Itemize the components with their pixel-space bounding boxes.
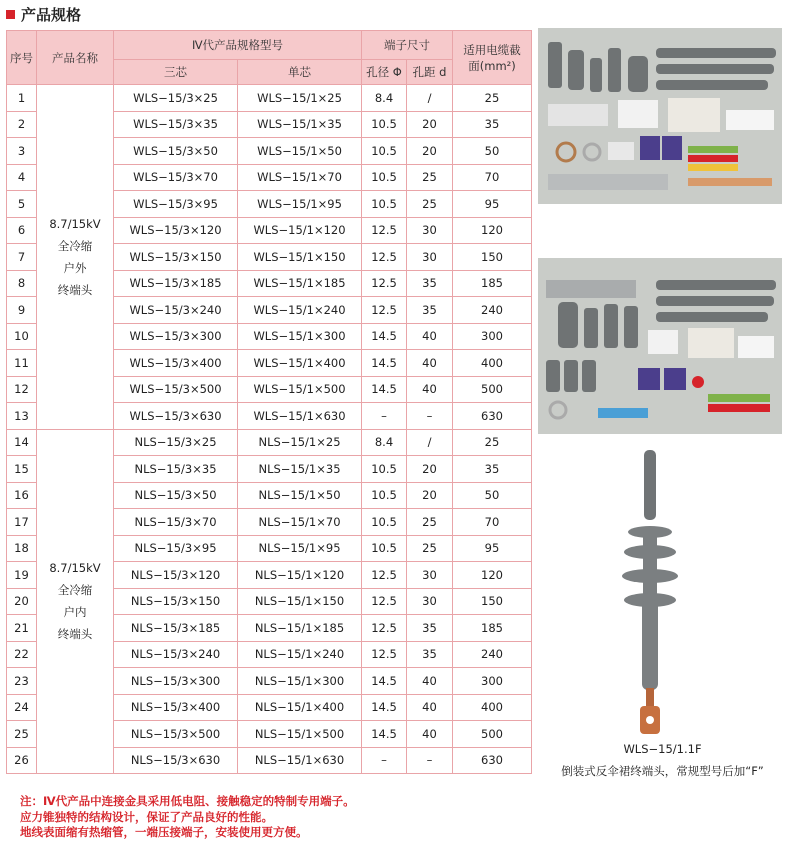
hole-pitch: 40 (407, 376, 453, 403)
three-core-model: NLS−15/3×150 (114, 588, 238, 615)
hole-pitch: 35 (407, 641, 453, 668)
single-core-model: WLS−15/1×240 (238, 297, 362, 324)
hole-diameter: 10.5 (362, 535, 407, 562)
single-core-model: NLS−15/1×70 (238, 509, 362, 536)
cable-section: 70 (453, 164, 532, 191)
hole-diameter: 14.5 (362, 694, 407, 721)
product-name-line: 8.7/15kV (49, 561, 101, 576)
hole-diameter: 10.5 (362, 111, 407, 138)
hole-diameter: – (362, 403, 407, 430)
row-index: 23 (7, 668, 37, 695)
product-name-line: 终端头 (57, 627, 93, 642)
product-name-line: 全冷缩 (57, 583, 93, 598)
row-index: 22 (7, 641, 37, 668)
hole-pitch: 40 (407, 694, 453, 721)
cable-section: 300 (453, 323, 532, 350)
hole-diameter: 10.5 (362, 138, 407, 165)
hole-pitch: 25 (407, 535, 453, 562)
three-core-model: NLS−15/3×185 (114, 615, 238, 642)
hole-pitch: 40 (407, 721, 453, 748)
three-core-model: WLS−15/3×240 (114, 297, 238, 324)
three-core-model: NLS−15/3×400 (114, 694, 238, 721)
single-core-model: NLS−15/1×240 (238, 641, 362, 668)
hole-pitch: – (407, 403, 453, 430)
row-index: 11 (7, 350, 37, 377)
cable-section: 35 (453, 456, 532, 483)
cable-section: 150 (453, 244, 532, 271)
single-core-model: NLS−15/1×300 (238, 668, 362, 695)
single-core-model: NLS−15/1×500 (238, 721, 362, 748)
row-index: 2 (7, 111, 37, 138)
terminal-product-image (610, 450, 690, 740)
row-index: 17 (7, 509, 37, 536)
cable-section: 500 (453, 721, 532, 748)
hole-diameter: 12.5 (362, 217, 407, 244)
cable-section: 185 (453, 615, 532, 642)
row-index: 21 (7, 615, 37, 642)
three-core-model: NLS−15/3×25 (114, 429, 238, 456)
hole-pitch: 30 (407, 217, 453, 244)
cable-section: 120 (453, 217, 532, 244)
three-core-model: NLS−15/3×500 (114, 721, 238, 748)
single-core-model: NLS−15/1×150 (238, 588, 362, 615)
single-core-model: NLS−15/1×25 (238, 429, 362, 456)
three-core-model: NLS−15/3×630 (114, 747, 238, 774)
row-index: 5 (7, 191, 37, 218)
note-line: 地线表面缩有热缩管，一端压接端子，安装使用更方便。 (20, 825, 308, 839)
header-name: 产品名称 (37, 31, 114, 85)
hole-pitch: – (407, 747, 453, 774)
hole-diameter: 14.5 (362, 350, 407, 377)
cable-section: 25 (453, 429, 532, 456)
single-core-model: NLS−15/1×50 (238, 482, 362, 509)
product-name-cell (37, 429, 114, 774)
hole-pitch: 20 (407, 111, 453, 138)
cable-section: 95 (453, 191, 532, 218)
row-index: 19 (7, 562, 37, 589)
hole-diameter: 12.5 (362, 297, 407, 324)
three-core-model: WLS−15/3×400 (114, 350, 238, 377)
three-core-model: WLS−15/3×70 (114, 164, 238, 191)
hole-diameter: 10.5 (362, 482, 407, 509)
product-kit-photo-outdoor (538, 28, 782, 204)
hole-pitch: / (407, 85, 453, 112)
cable-section: 25 (453, 85, 532, 112)
hole-diameter: 14.5 (362, 668, 407, 695)
hole-diameter: 12.5 (362, 244, 407, 271)
single-core-model: WLS−15/1×185 (238, 270, 362, 297)
three-core-model: WLS−15/3×25 (114, 85, 238, 112)
table-row (7, 85, 532, 112)
single-core-model: NLS−15/1×120 (238, 562, 362, 589)
row-index: 18 (7, 535, 37, 562)
row-index: 20 (7, 588, 37, 615)
row-index: 25 (7, 721, 37, 748)
row-index: 8 (7, 270, 37, 297)
row-index: 10 (7, 323, 37, 350)
single-core-model: WLS−15/1×630 (238, 403, 362, 430)
single-core-model: WLS−15/1×25 (238, 85, 362, 112)
single-core-model: WLS−15/1×35 (238, 111, 362, 138)
hole-diameter: 14.5 (362, 323, 407, 350)
hole-pitch: / (407, 429, 453, 456)
title-marker-icon (6, 10, 15, 19)
hole-pitch: 30 (407, 244, 453, 271)
single-core-model: WLS−15/1×50 (238, 138, 362, 165)
product-name-line: 8.7/15kV (49, 216, 101, 231)
cable-section: 50 (453, 482, 532, 509)
product-name-line: 终端头 (57, 282, 93, 297)
row-index: 1 (7, 85, 37, 112)
three-core-model: NLS−15/3×95 (114, 535, 238, 562)
row-index: 9 (7, 297, 37, 324)
hole-diameter: 10.5 (362, 456, 407, 483)
single-core-model: NLS−15/1×35 (238, 456, 362, 483)
cable-section: 95 (453, 535, 532, 562)
header-three-core: 三芯 (114, 60, 238, 85)
single-core-model: NLS−15/1×185 (238, 615, 362, 642)
section-title-text: 产品规格 (21, 5, 82, 24)
three-core-model: WLS−15/3×300 (114, 323, 238, 350)
row-index: 14 (7, 429, 37, 456)
hole-diameter: 10.5 (362, 509, 407, 536)
cable-section: 150 (453, 588, 532, 615)
hole-pitch: 30 (407, 588, 453, 615)
cable-section: 400 (453, 350, 532, 377)
hole-diameter: 12.5 (362, 641, 407, 668)
cable-section: 630 (453, 403, 532, 430)
cable-section: 630 (453, 747, 532, 774)
header-hole-dia: 孔径 Φ (362, 60, 407, 85)
notes-block (20, 794, 355, 841)
three-core-model: WLS−15/3×630 (114, 403, 238, 430)
header-single-core: 单芯 (238, 60, 362, 85)
three-core-model: WLS−15/3×150 (114, 244, 238, 271)
hole-diameter: 8.4 (362, 85, 407, 112)
cable-section: 400 (453, 694, 532, 721)
row-index: 15 (7, 456, 37, 483)
cable-section: 185 (453, 270, 532, 297)
row-index: 13 (7, 403, 37, 430)
product-name-line: 户外 (63, 260, 87, 275)
hole-diameter: 14.5 (362, 376, 407, 403)
header-cable-section: 适用电缆截面(mm²) (453, 31, 532, 85)
three-core-model: NLS−15/3×50 (114, 482, 238, 509)
row-index: 3 (7, 138, 37, 165)
hole-diameter: 10.5 (362, 191, 407, 218)
hole-pitch: 35 (407, 270, 453, 297)
three-core-model: NLS−15/3×35 (114, 456, 238, 483)
spec-table (6, 30, 532, 774)
product-kit-photo-indoor (538, 258, 782, 434)
hole-pitch: 25 (407, 191, 453, 218)
cable-section: 300 (453, 668, 532, 695)
product-name-line: 全冷缩 (57, 238, 93, 253)
hole-pitch: 40 (407, 350, 453, 377)
cable-section: 240 (453, 641, 532, 668)
row-index: 16 (7, 482, 37, 509)
cable-section: 50 (453, 138, 532, 165)
hole-pitch: 35 (407, 297, 453, 324)
three-core-model: NLS−15/3×300 (114, 668, 238, 695)
row-index: 12 (7, 376, 37, 403)
three-core-model: WLS−15/3×95 (114, 191, 238, 218)
hole-pitch: 20 (407, 138, 453, 165)
hole-diameter: 8.4 (362, 429, 407, 456)
hole-pitch: 30 (407, 562, 453, 589)
hole-pitch: 35 (407, 615, 453, 642)
hole-pitch: 40 (407, 668, 453, 695)
three-core-model: NLS−15/3×70 (114, 509, 238, 536)
hole-pitch: 20 (407, 456, 453, 483)
three-core-model: NLS−15/3×120 (114, 562, 238, 589)
single-core-model: NLS−15/1×400 (238, 694, 362, 721)
product-name-cell (37, 85, 114, 430)
hole-pitch: 40 (407, 323, 453, 350)
hole-diameter: – (362, 747, 407, 774)
row-index: 6 (7, 217, 37, 244)
section-title (6, 4, 81, 24)
figure-caption-model: WLS−15/1.1F (623, 742, 702, 756)
header-index: 序号 (7, 31, 37, 85)
hole-diameter: 10.5 (362, 164, 407, 191)
single-core-model: WLS−15/1×500 (238, 376, 362, 403)
table-row (7, 429, 532, 456)
header-hole-pitch: 孔距 d (407, 60, 453, 85)
single-core-model: WLS−15/1×70 (238, 164, 362, 191)
cable-section: 35 (453, 111, 532, 138)
single-core-model: WLS−15/1×150 (238, 244, 362, 271)
row-index: 7 (7, 244, 37, 271)
product-name-line: 户内 (63, 605, 87, 620)
single-core-model: WLS−15/1×120 (238, 217, 362, 244)
hole-pitch: 25 (407, 509, 453, 536)
single-core-model: WLS−15/1×95 (238, 191, 362, 218)
header-model-group: Ⅳ代产品规格型号 (114, 31, 362, 60)
three-core-model: WLS−15/3×35 (114, 111, 238, 138)
hole-diameter: 12.5 (362, 615, 407, 642)
cable-section: 70 (453, 509, 532, 536)
row-index: 26 (7, 747, 37, 774)
figure-caption-description: 倒装式反伞裙终端头，常规型号后加“F” (561, 764, 764, 778)
note-line: 应力锥独特的结构设计，保证了产品良好的性能。 (20, 809, 273, 824)
cable-section: 500 (453, 376, 532, 403)
hole-diameter: 12.5 (362, 270, 407, 297)
single-core-model: WLS−15/1×400 (238, 350, 362, 377)
header-terminal-group: 端子尺寸 (362, 31, 453, 60)
hole-diameter: 12.5 (362, 562, 407, 589)
hole-pitch: 20 (407, 482, 453, 509)
three-core-model: NLS−15/3×240 (114, 641, 238, 668)
hole-diameter: 14.5 (362, 721, 407, 748)
hole-pitch: 25 (407, 164, 453, 191)
note-line: 注：Ⅳ代产品中连接金具采用低电阻、接触稳定的特制专用端子。 (20, 794, 355, 808)
single-core-model: WLS−15/1×300 (238, 323, 362, 350)
cable-section: 240 (453, 297, 532, 324)
three-core-model: WLS−15/3×50 (114, 138, 238, 165)
single-core-model: NLS−15/1×95 (238, 535, 362, 562)
row-index: 24 (7, 694, 37, 721)
three-core-model: WLS−15/3×185 (114, 270, 238, 297)
three-core-model: WLS−15/3×120 (114, 217, 238, 244)
cable-section: 120 (453, 562, 532, 589)
single-core-model: NLS−15/1×630 (238, 747, 362, 774)
row-index: 4 (7, 164, 37, 191)
three-core-model: WLS−15/3×500 (114, 376, 238, 403)
hole-diameter: 12.5 (362, 588, 407, 615)
